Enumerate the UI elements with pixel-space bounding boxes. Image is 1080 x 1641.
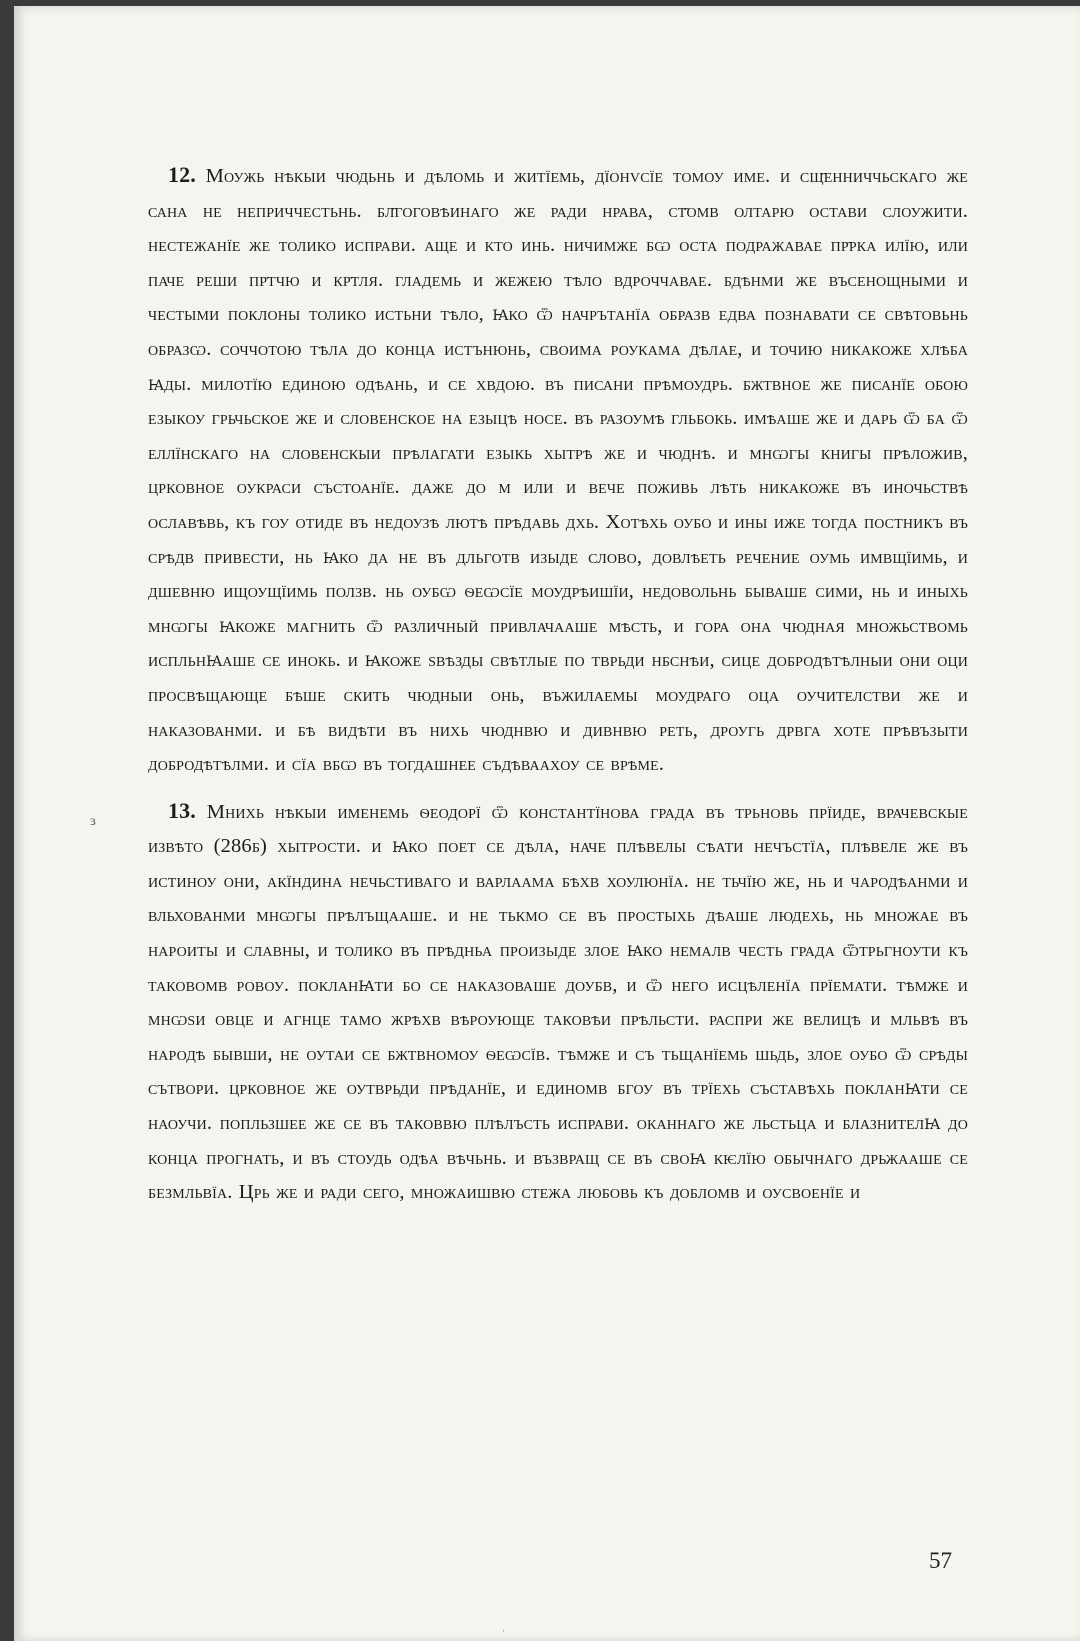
margin-mark: ɜ — [90, 814, 96, 829]
paragraph-13 — [148, 794, 968, 1210]
paragraph-text: Моужь нѣкыи чюдьнь и дѣломь и житїемь, дїонvсїе томоу име. и сщ҃енниччьскаго же сана не неприччестьнь. бл҃гоговѣинаго же ради нрава, ст҃омв олтарю остави слоужити. нестежанїе же толико исправи. аще и кто инь. ничимже бѡ оста подражавае пр҃рка илїю, или паче реши пр҃тчю и кр҃тля. гладемь и жежею тѣло вдроччавае. бдѣнми же въсенощными и честыми поклоны толико истьни тѣло, ꙗко ѿ начрътанїа образв едва познавати се свѣтовьнь образѡ. соччотою тѣла до конца истънюнь, своима роукама дѣлае, и точию никакоже хлѣба ꙗды. милотїю единою одѣань, и се хвдою. въ писани прѣмоудрь. бжтвное же писанїе обою езыкоу грьчьское же и словенское на езыцѣ носе. въ разоумѣ гльбокь. имѣаше же и дарь ѿ ба ѿ еллїнскаго на словенскыи прѣлагати езыкь хытрѣ же и чюднѣ. и мнѡгы книгы прѣложив, црковное оукраси състоанїе. даже до м или и вече поживь лѣть никакоже въ иночьствѣ ославѣвь, къ гоу отиде въ недоузѣ лютѣ прѣдавь дхь. Хотѣхь оубо и ины иже тогда постникъ въ срѣдв привести, нь ꙗко да не въ дльготв изыде слово, довлѣеть речение оумь имвщїимь, и дшевню ищоущїимь ползв. нь оубѡ ѳеѡсїе моудрѣишїи, недовольнь бываше сими, нь и иныхь мнѡгы ꙗкоже магнить ѿ различный привлачааше мѣсть, и гора она чюдная множьствомь испльнꙗаше се инокь. и ꙗкоже ѕвѣзды свѣтлые по тврьди нбснѣи, сице добродѣтѣлныи они оци просвѣщающе бѣше скить чюдныи онь, въжилаемы моудраго оца оучителстви же и наказованми. и бѣ видѣти въ нихь чюднвю и дивнвю реть, дроугь дрвга хоте прѣвъзыти добродѣтѣлми. и сїа вбѡ въ тогдашнее съдѣвааχоу се врѣме. — [148, 165, 968, 776]
bottom-mark: · — [502, 1626, 505, 1636]
text-block — [148, 158, 968, 1210]
paragraph-number: 13. — [168, 797, 196, 823]
paragraph-12 — [148, 158, 968, 782]
page-number: 57 — [929, 1548, 952, 1573]
paragraph-number: 12. — [168, 162, 196, 187]
book-page — [14, 6, 1080, 1641]
paragraph-text: Мнихь нѣкыи именемь ѳеодорї ѿ константїнова града въ трьновь прїиде, врачевскые извѣто (286б) хытрости. и ꙗко поет се дѣла, наче плѣвелы сѣати нечъстїа, плѣвеле же въ истиноу они, акїндина нечьстиваго и варлаама бѣхв хоулюнїа. не тьчїю же, нь и чародѣанми и вльхованми мнѡгы прѣлъщааше. и не тькмо се въ простыхь дѣаше людехь, нь множае въ нароиты и славны, и толико въ прѣдньа произыде злое ꙗко немалв честь града ѿтрьгноути къ таковомв ровоу. покланꙗти бо се наказоваше доубв, и ѿ него исцѣленїа прїемати. тѣмже и мнѡѕи овце и агнце тамо жрѣхв вѣроующе таковѣи прѣльсти. распри же велицѣ и мльвѣ въ народѣ бывши, не оутаи се бжтвномоу ѳеѡсїв. тѣмже и съ тьщанїемь шьдь, злое оубо ѿ срѣды сътвори. црковное же оутврьди прѣданїе, и единомв бгоу въ трїехь съставѣхь покланꙗти се наоучи. попльзшее же се въ таковвю плѣлъсть исправи. оканнаго же льстьца и блазнителꙗ до конца прогнать, и въ стоудь одѣа вѣчьнь. и възвращ се въ своꙗ кѥлїю обычнаго дрьжааше се безмльвїа. Црь же и ради сего, множаишвю стежа любовь къ добломв и оусвоенїе и — [148, 800, 968, 1204]
